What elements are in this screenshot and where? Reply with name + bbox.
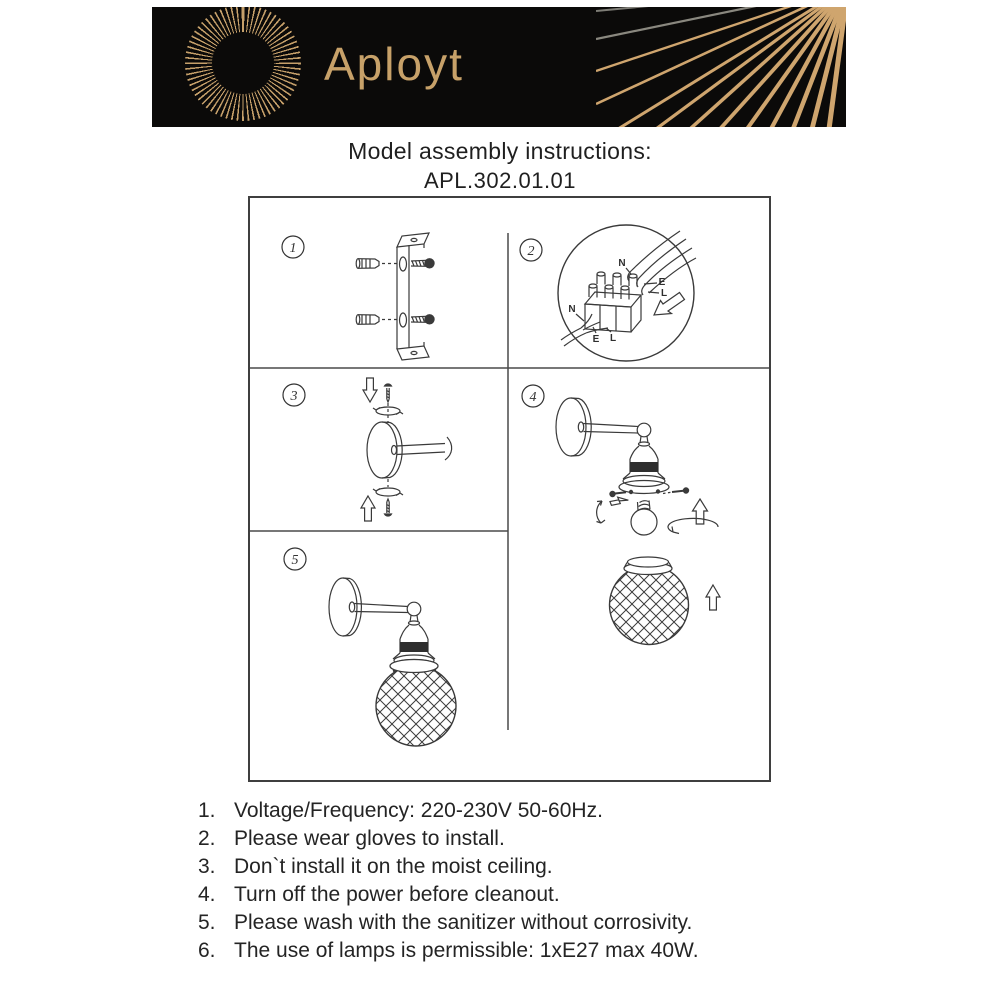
- step5-assembled-diagram: [329, 578, 456, 746]
- canopy-disc: [367, 422, 402, 478]
- brand-name: Aployt: [324, 38, 464, 90]
- up-arrow-icon: [706, 585, 720, 610]
- brand-banner: [152, 7, 846, 127]
- rotation-swoosh-icon: [668, 518, 718, 532]
- svg-text:N: N: [618, 258, 626, 269]
- svg-text:5: 5: [291, 553, 299, 568]
- wall-disc: [556, 398, 591, 456]
- svg-text:4: 4: [529, 390, 537, 405]
- step-badge-1: [282, 236, 304, 258]
- screw-icon: [610, 491, 626, 496]
- screw-icon: [385, 384, 392, 402]
- step-badge-2: [520, 239, 542, 261]
- step1-bracket-diagram: [356, 233, 434, 360]
- glass-shade: [376, 660, 456, 747]
- svg-text:E: E: [658, 277, 666, 288]
- svg-text:3: 3: [290, 389, 298, 404]
- rotate-arrow-icon: [373, 488, 403, 496]
- svg-text:L: L: [660, 288, 668, 299]
- step2-wiring-diagram: [558, 225, 696, 361]
- instruction-list: [198, 797, 699, 965]
- diagram-grid: [249, 197, 770, 781]
- up-arrow-icon: [361, 496, 375, 521]
- step-badge-4: [522, 385, 544, 407]
- small-arrow-icon: [609, 496, 628, 507]
- lamp-socket: [619, 437, 669, 494]
- terminal-pins: [589, 272, 637, 300]
- step-badge-5: [284, 548, 306, 570]
- step4-socket-diagram: [556, 398, 720, 645]
- svg-text:L: L: [609, 333, 617, 344]
- screw-icon: [663, 488, 689, 494]
- screw-icon: [385, 499, 392, 516]
- page-title: Model assembly instructions:: [348, 138, 652, 164]
- instruction-item: 6. The use of lamps is permissible: 1xE27 max 40W.: [198, 939, 699, 962]
- step-badges: [282, 236, 544, 570]
- instruction-item: 3. Don`t install it on the moist ceiling.: [198, 855, 553, 878]
- svg-text:1: 1: [289, 241, 297, 256]
- rays-decoration-icon: [596, 7, 846, 127]
- glass-shade: [610, 557, 689, 645]
- instruction-item: 4. Turn off the power before cleanout.: [198, 883, 560, 906]
- model-number: APL.302.01.01: [423, 168, 577, 193]
- bulb-icon: [631, 501, 657, 536]
- step3-canopy-diagram: [361, 378, 452, 521]
- screw-icon: [411, 259, 434, 268]
- up-arrow-icon: [693, 499, 708, 524]
- svg-text:N: N: [568, 304, 576, 315]
- wall-plug-icon: [356, 315, 379, 325]
- svg-text:E: E: [592, 334, 600, 345]
- assembly-diagram: [248, 196, 771, 782]
- screw-icon: [411, 315, 434, 324]
- instruction-item: 2. Please wear gloves to install.: [198, 827, 505, 850]
- wall-plug-icon: [356, 259, 379, 269]
- down-arrow-icon: [363, 378, 377, 402]
- wall-disc: [329, 578, 361, 636]
- instruction-item: 5. Please wash with the sanitizer without corrosivity.: [198, 911, 693, 934]
- title-block: [0, 138, 1000, 194]
- sunburst-logo-icon: [185, 7, 301, 121]
- svg-text:2: 2: [527, 244, 535, 259]
- arrow-down-left-icon: [654, 293, 685, 316]
- step-badge-3: [283, 384, 305, 406]
- instruction-item: 1. Voltage/Frequency: 220-230V 50-60Hz.: [198, 799, 603, 822]
